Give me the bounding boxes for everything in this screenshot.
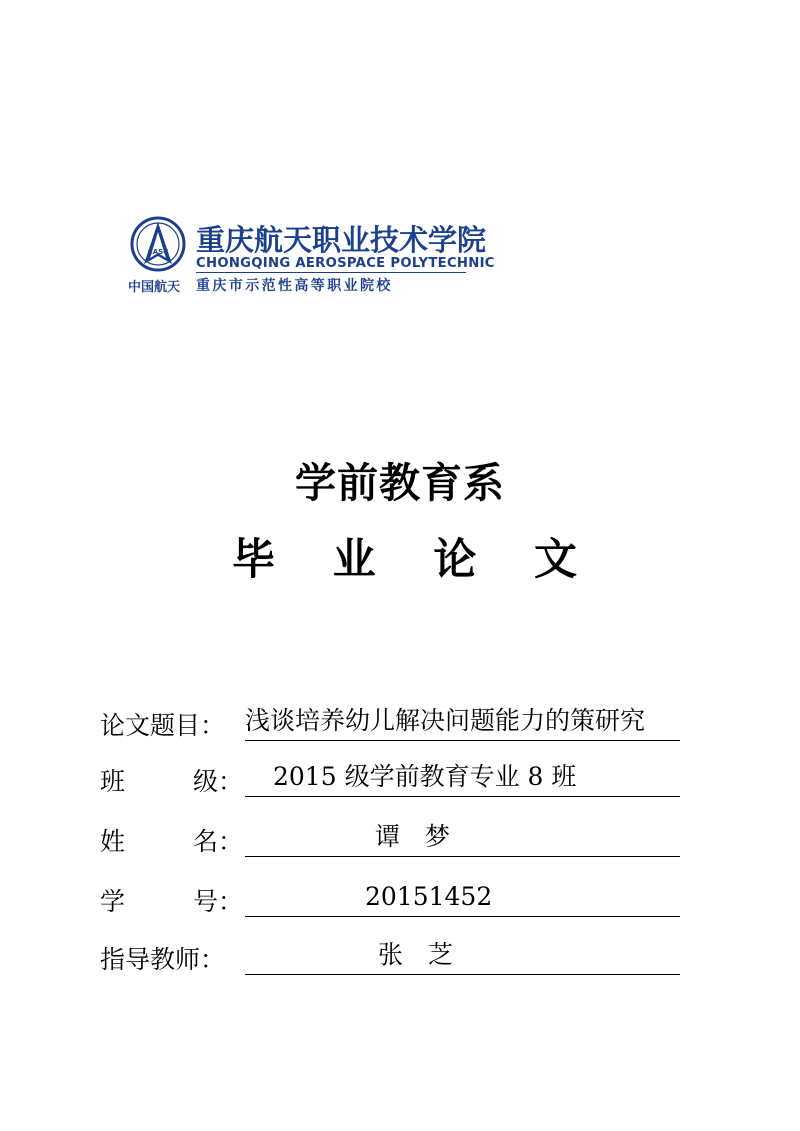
thesis-title [232,526,577,587]
school-logo [128,214,495,295]
class-label: 班 级 ： [100,762,245,798]
student-id-label: 学 号 ： [100,882,245,918]
topic-value: 浅谈培养幼儿解决问题能力的策研究 [245,702,680,741]
colon: ： [218,887,244,916]
student-id-row [100,878,680,918]
class-value: 2015 级学前教育专业 8 班 [245,758,680,797]
thesis-char: 毕 [232,535,275,585]
colon: ： [200,945,226,974]
school-subtitle: 重庆市示范性高等职业院校 [196,278,393,294]
colon: ： [218,767,244,796]
name-row [100,818,680,858]
logo-divider [196,272,466,273]
advisor-row [100,936,680,976]
name-label: 姓 名 ： [100,822,245,858]
topic-row [100,702,680,742]
thesis-char: 业 [332,535,376,585]
advisor-label: 指导教师： [100,945,226,974]
school-name-en: CHONGQING AEROSPACE POLYTECHNIC [196,256,495,271]
name-value: 谭 梦 [245,818,680,857]
casc-cn-label: 中国航天 [128,280,181,295]
department-title: 学前教育系 [295,459,505,507]
student-id-value: 20151452 [245,878,680,917]
colon: ： [200,711,226,740]
colon: ： [218,827,244,856]
topic-label: 论文题目： [100,711,226,740]
advisor-value: 张 芝 [245,936,680,975]
class-row [100,758,680,798]
emblem-text: CASC [147,248,169,256]
thesis-char: 论 [433,535,477,585]
thesis-char: 文 [533,535,577,585]
school-name-cn: 重庆航天职业技术学院 [196,223,487,257]
